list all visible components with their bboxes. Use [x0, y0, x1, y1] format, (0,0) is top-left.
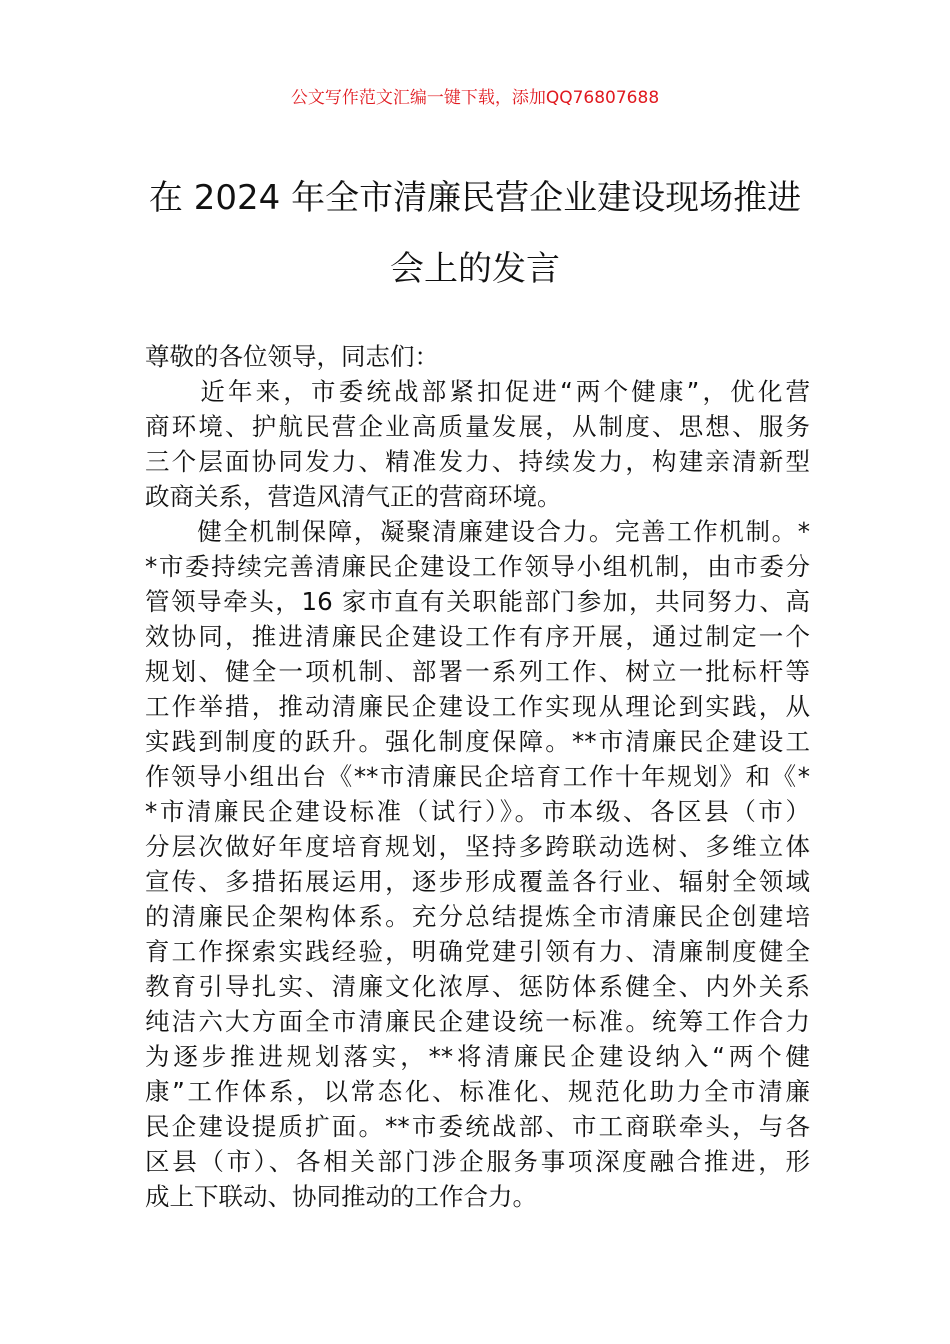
- body-line: 民企建设提质扩面。**市委统战部、市工商联牵头，与各: [145, 1112, 810, 1141]
- body-line: 三个层面协同发力、精准发力、持续发力，构建亲清新型: [145, 447, 810, 476]
- document-title-line-2: 会上的发言: [390, 249, 560, 289]
- body-line: 的清廉民企架构体系。充分总结提炼全市清廉民企创建培: [145, 902, 810, 931]
- body-line: 作领导小组出台《**市清廉民企培育工作十年规划》和《*: [145, 762, 810, 791]
- body-line: 规划、健全一项机制、部署一系列工作、树立一批标杆等: [145, 657, 810, 686]
- body-line: 健全机制保障，凝聚清廉建设合力。完善工作机制。*: [145, 517, 810, 546]
- body-line: 效协同，推进清廉民企建设工作有序开展，通过制定一个: [145, 622, 810, 651]
- salutation: 尊敬的各位领导，同志们：: [145, 342, 439, 371]
- body-line: 实践到制度的跃升。强化制度保障。**市清廉民企建设工: [145, 727, 810, 756]
- body-line: 成上下联动、协同推动的工作合力。: [145, 1182, 537, 1211]
- body-line: *市清廉民企建设标准（试行）》。市本级、各区县（市）: [145, 797, 810, 826]
- body-line: 分层次做好年度培育规划，坚持多跨联动选树、多维立体: [145, 832, 810, 861]
- body-line: 政商关系，营造风清气正的营商环境。: [145, 482, 562, 511]
- document-body: [145, 339, 810, 1214]
- body-line: 康”工作体系，以常态化、标准化、规范化助力全市清廉: [145, 1077, 810, 1106]
- body-line: 育工作探索实践经验，明确党建引领有力、清廉制度健全: [145, 937, 810, 966]
- body-line: 商环境、护航民营企业高质量发展，从制度、思想、服务: [145, 412, 810, 441]
- body-line: 区县（市）、各相关部门涉企服务事项深度融合推进，形: [145, 1147, 810, 1176]
- document-title-line-1: 在 2024 年全市清廉民营企业建设现场推进: [148, 178, 802, 218]
- body-line: 为逐步推进规划落实，**将清廉民企建设纳入“两个健: [145, 1042, 810, 1071]
- body-line: 近年来，市委统战部紧扣促进“两个健康”，优化营: [145, 377, 810, 406]
- body-line: 工作举措，推动清廉民企建设工作实现从理论到实践，从: [145, 692, 810, 721]
- body-line: 纯洁六大方面全市清廉民企建设统一标准。统筹工作合力: [145, 1007, 810, 1036]
- body-line: 教育引导扎实、清廉文化浓厚、惩防体系健全、内外关系: [145, 972, 810, 1001]
- body-line: 管领导牵头，16 家市直有关职能部门参加，共同努力、高: [145, 587, 810, 616]
- body-line: *市委持续完善清廉民企建设工作领导小组机制，由市委分: [145, 552, 810, 581]
- download-banner: 公文写作范文汇编一键下载，添加QQ76807688: [290, 88, 660, 108]
- body-line: 宣传、多措拓展运用，逐步形成覆盖各行业、辐射全领域: [145, 867, 810, 896]
